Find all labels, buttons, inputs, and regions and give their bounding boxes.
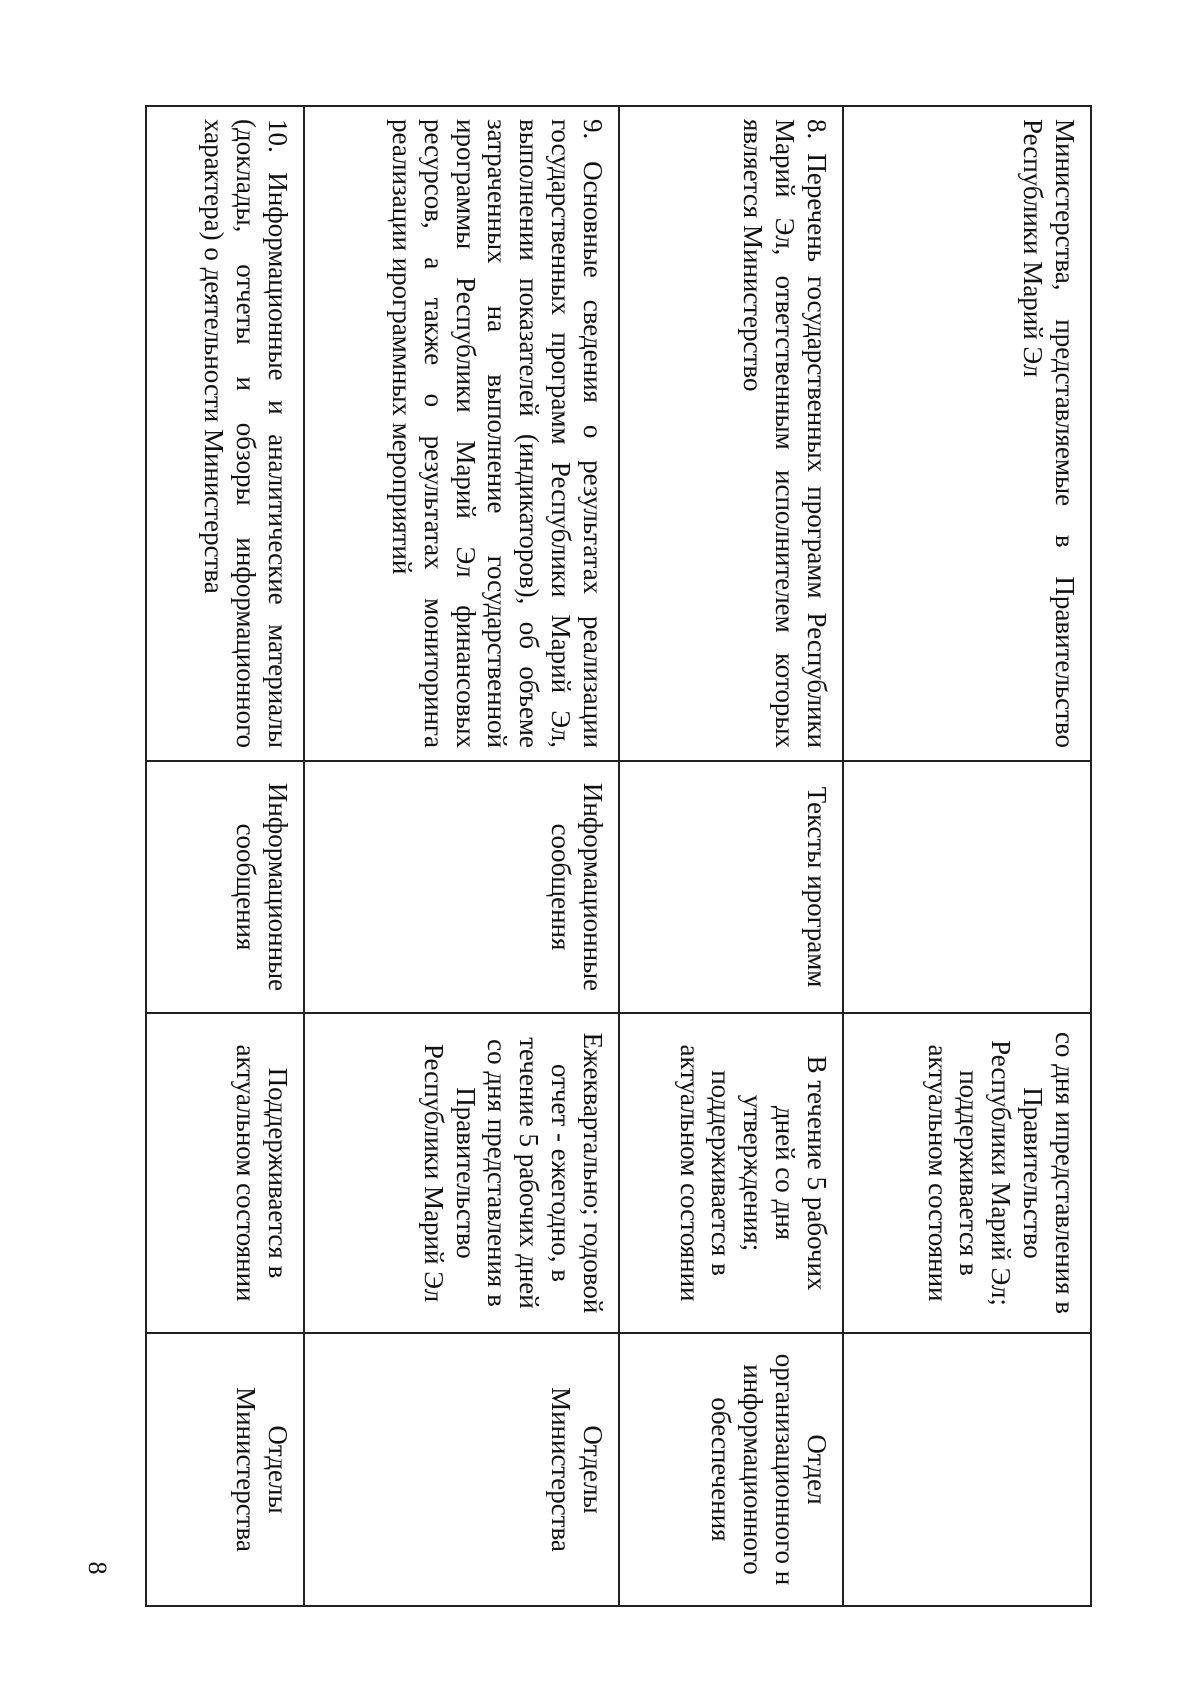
deadline-cell: со дня ипредставления в Правительство Республики Марий Эл; поддерживается в актуальном состоянии	[843, 1013, 1091, 1333]
table-row	[304, 106, 619, 1606]
responsible-cell	[843, 1333, 1091, 1606]
form-cell: Информационные сообщения	[146, 761, 304, 1013]
info-cell: 9. Основные сведения о результатах реализации государственных программ Республики Марий Эл, выполнении показателей (индикаторов), об объеме затраченных на выполнение государственной ирограммы Республики Марий Эл финансовых ресурсов, а также о результатах мониторинга реализации ирограммных мероприятий	[304, 106, 619, 761]
responsible-cell: Отделы Министерства	[304, 1333, 619, 1606]
responsible-cell: Отдел организационного н информационного обеспечения	[619, 1333, 843, 1606]
info-cell: 10. Информационные и аналитические материалы (доклады, отчеты и обзоры информационного характера) о деятельности Министерства	[146, 106, 304, 761]
responsible-cell: Отделы Министерства	[146, 1333, 304, 1606]
info-cell: Министерства, представляемые в Правительство Республики Марий Эл	[843, 106, 1091, 761]
info-cell: 8. Перечень государственных программ Республики Марий Эл, ответственным исполнителем которых является Министерство	[619, 106, 843, 761]
form-cell: Тексты ирограмм	[619, 761, 843, 1013]
table-row	[146, 106, 304, 1606]
form-cell: Информационные сообщення	[304, 761, 619, 1013]
deadline-cell: В течение 5 рабочих дней со дня утверждения; поддерживается в актуальном состоянии	[619, 1013, 843, 1333]
table-row	[619, 106, 843, 1606]
form-cell	[843, 761, 1091, 1013]
table-row	[843, 106, 1091, 1606]
page-number: 8	[83, 1561, 112, 1575]
deadline-cell: Ежеквартально; годовой отчет - ежегодно, в течение 5 рабочих дней со дня представления в Правительство Республики Марий Эл	[304, 1013, 619, 1333]
deadline-cell: Поддерживается в актуальном состоянии	[146, 1013, 304, 1333]
rotated-table-container	[147, 105, 1092, 1605]
information-table	[145, 105, 1092, 1607]
